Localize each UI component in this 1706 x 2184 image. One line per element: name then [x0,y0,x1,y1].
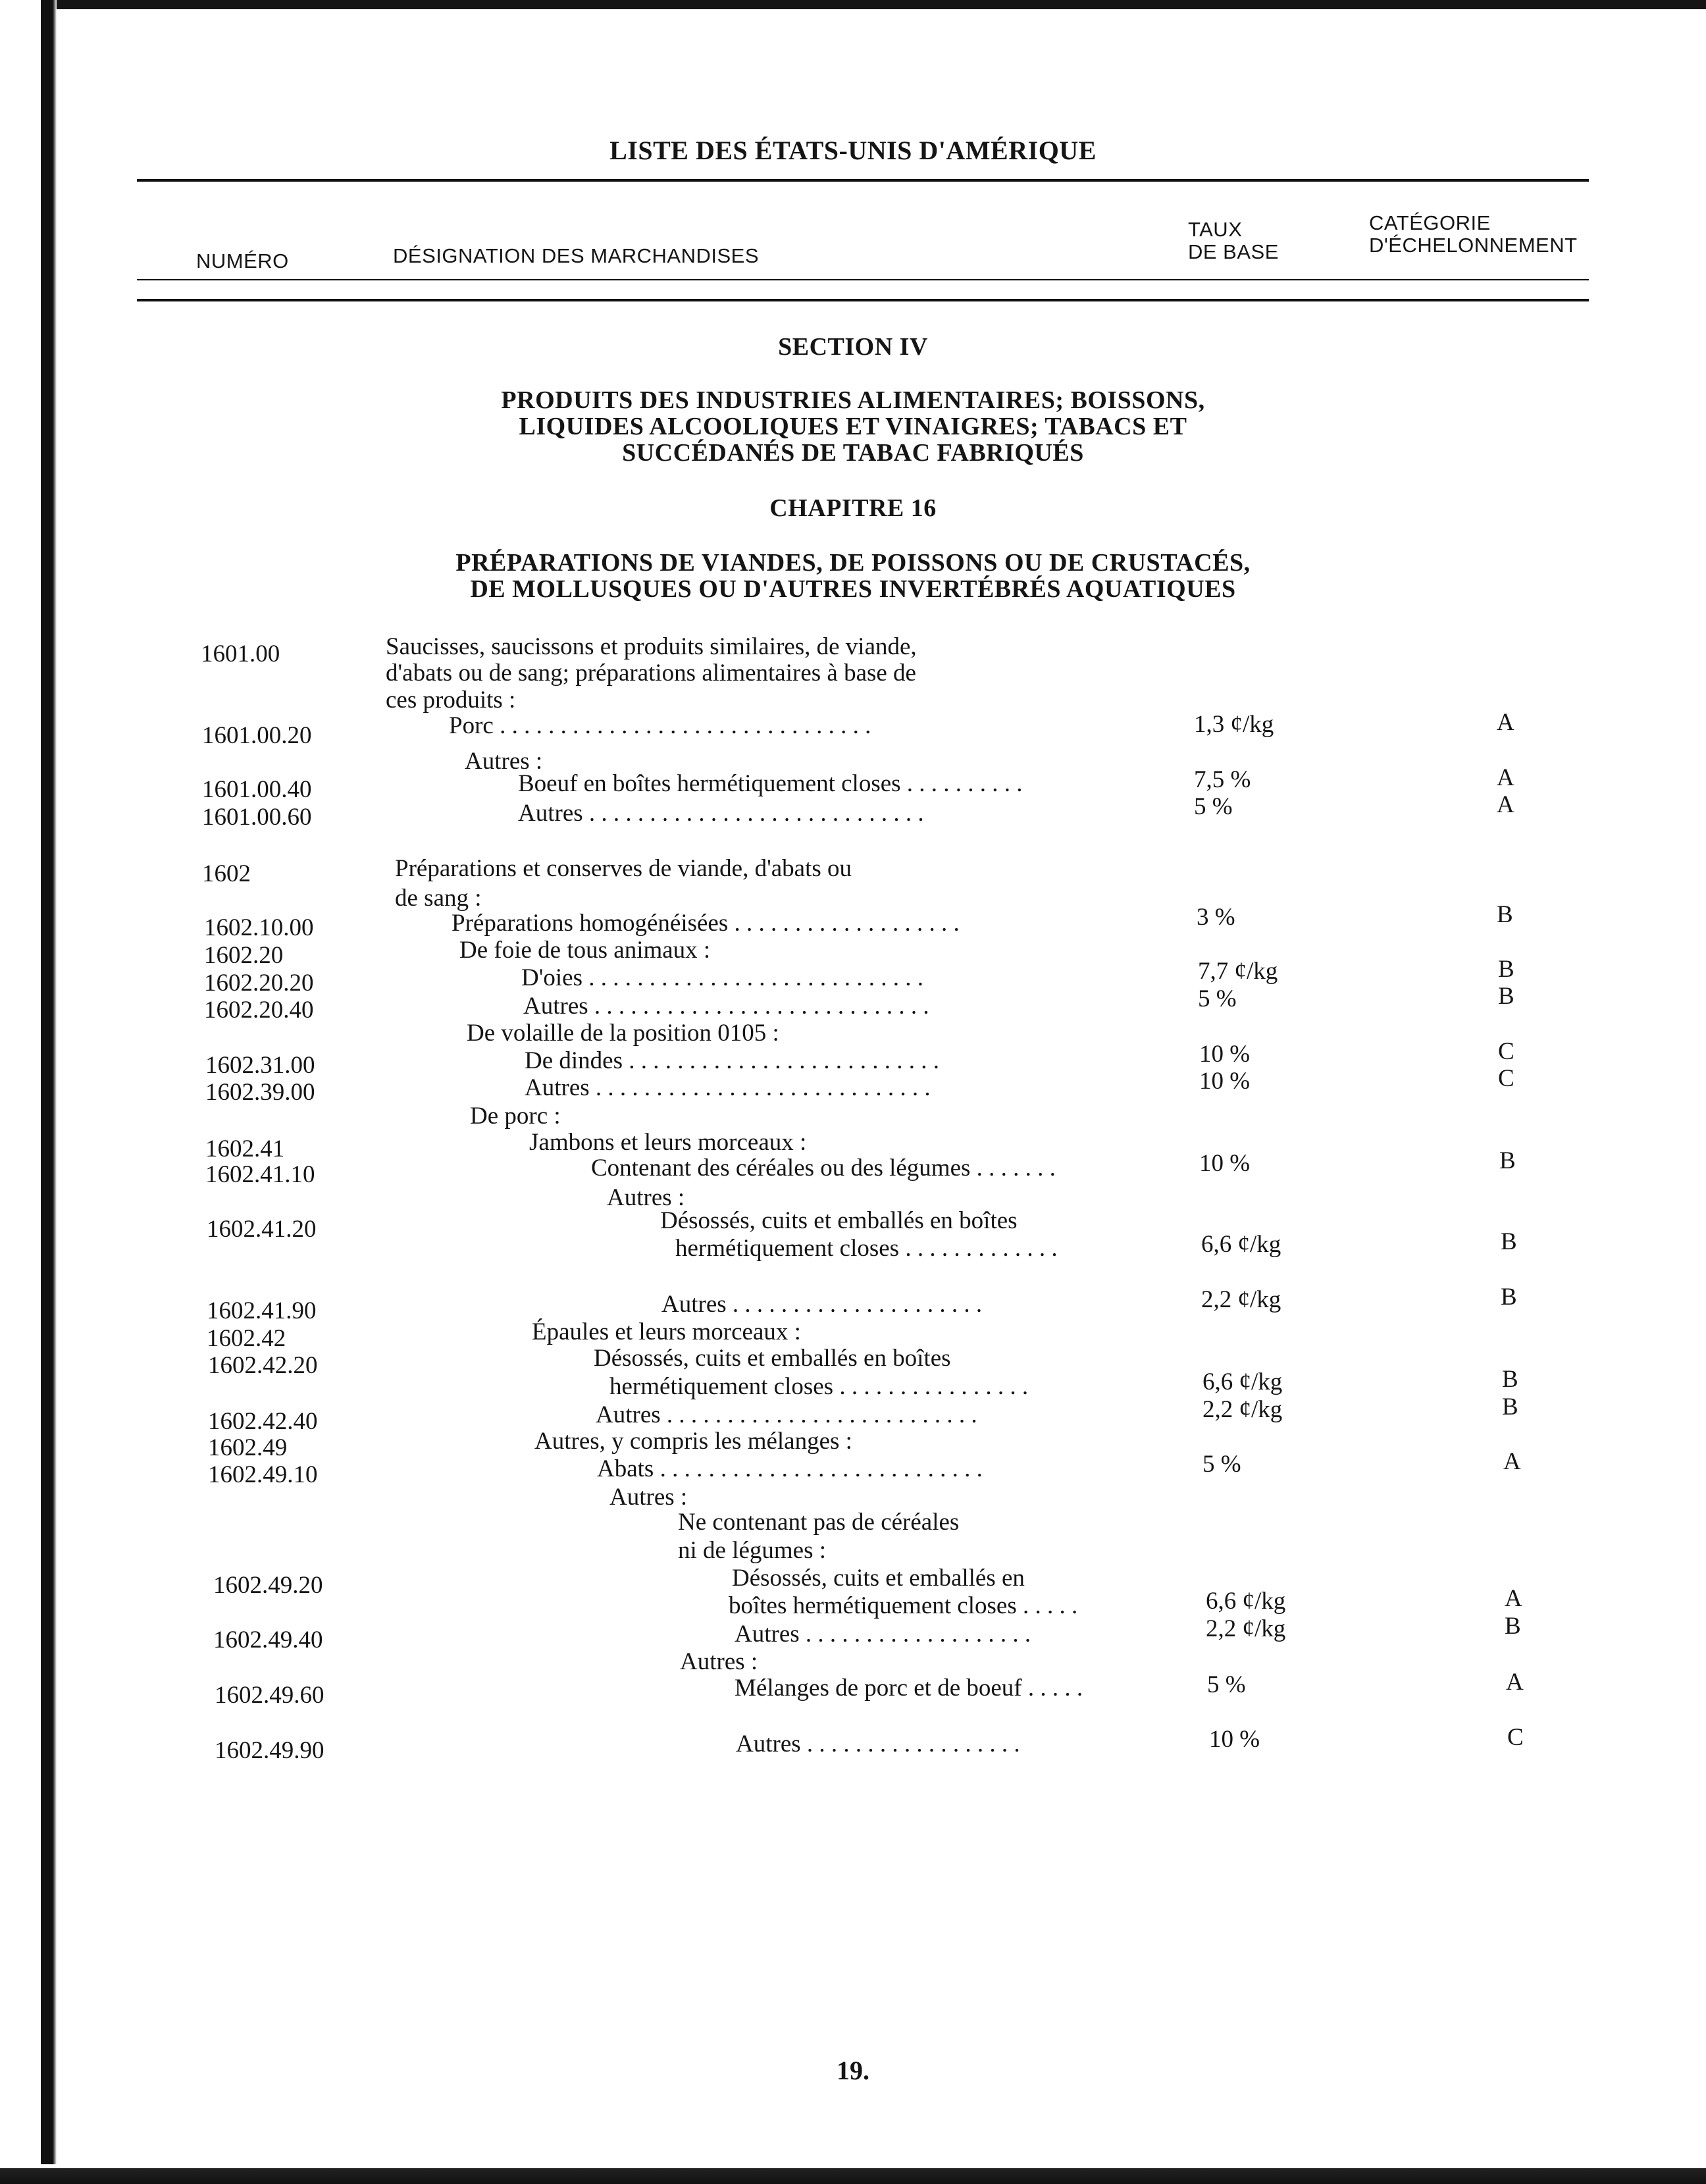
designation-line: Autres : [680,1648,758,1675]
designation-line: Autres . . . . . . . . . . . . . . . . . . . . . . . . . . . . [518,800,924,827]
column-header-categorie [1369,212,1578,257]
designation-line: ni de légumes : [678,1537,827,1564]
staging-category: B [1498,956,1514,983]
designation-line: De foie de tous animaux : [459,937,711,964]
tariff-number: 1602.39.00 [205,1079,315,1106]
scan-border-top [0,0,1706,9]
staging-category: B [1505,1613,1521,1640]
section-title-line: LIQUIDES ALCOOLIQUES ET VINAIGRES; TABACS ET [519,413,1187,440]
designation-line: hermétiquement closes . . . . . . . . . . . . . [675,1235,1058,1262]
designation-line: Ne contenant pas de céréales [678,1509,960,1536]
staging-category: A [1497,791,1514,818]
page-number: 19. [837,2056,869,2085]
designation-line: Autres : [607,1184,685,1211]
tariff-number: 1602.42.20 [208,1352,318,1379]
tariff-number: 1602.49.20 [213,1572,323,1599]
designation-line: De dindes . . . . . . . . . . . . . . . . . . . . . . . . . . [525,1047,939,1074]
base-rate: 2,2 ¢/kg [1202,1396,1283,1423]
base-rate: 6,6 ¢/kg [1206,1588,1286,1615]
base-rate: 6,6 ¢/kg [1201,1231,1281,1258]
staging-category: A [1497,764,1514,791]
designation-line: Saucisses, saucissons et produits similaires, de viande, [386,633,917,660]
tariff-number: 1602.41.10 [205,1161,315,1188]
tariff-number: 1601.00.60 [202,804,312,831]
tariff-number: 1602.49.10 [208,1461,318,1488]
staging-category: A [1497,709,1514,736]
staging-category: A [1503,1448,1521,1475]
tariff-number: 1601.00 [201,640,280,667]
tariff-number: 1602.10.00 [204,914,314,941]
scan-border-left [0,0,57,2184]
tariff-number: 1602.41.20 [207,1216,317,1243]
staging-category: B [1501,1228,1517,1255]
staging-category: C [1498,1038,1514,1065]
tariff-number: 1602.42 [207,1325,286,1352]
column-header-taux [1188,219,1279,263]
base-rate: 5 % [1207,1671,1246,1698]
staging-category: B [1501,1284,1517,1311]
base-rate: 5 % [1198,985,1237,1012]
tariff-number: 1601.00.20 [202,722,312,749]
designation-line: De porc : [470,1103,561,1130]
header-rule-bottom [137,299,1589,301]
designation-line: Préparations et conserves de viande, d'abats ou [395,855,852,882]
section-title-line: PRODUITS DES INDUSTRIES ALIMENTAIRES; BOISSONS, [501,386,1205,414]
tariff-number: 1602.41.90 [207,1297,317,1324]
base-rate: 7,7 ¢/kg [1198,958,1278,985]
tariff-number: 1602.20.40 [204,997,314,1024]
designation-line: De volaille de la position 0105 : [467,1020,779,1047]
running-title: LISTE DES ÉTATS-UNIS D'AMÉRIQUE [609,136,1097,165]
base-rate: 10 % [1199,1068,1251,1095]
section-title [329,387,1377,466]
designation-line: Autres . . . . . . . . . . . . . . . . . . . . . [661,1291,983,1318]
designation-line: Épaules et leurs morceaux : [532,1318,801,1345]
designation-line: d'abats ou de sang; préparations alimentaires à base de [386,660,916,687]
designation-line: D'oies . . . . . . . . . . . . . . . . . . . . . . . . . . . . [521,964,923,991]
tariff-number: 1602.49.40 [213,1626,323,1653]
chapter-title-line: PRÉPARATIONS DE VIANDES, DE POISSONS OU DE CRUSTACÉS, [455,549,1251,577]
designation-line: Contenant des céréales ou des légumes . . . . . . . [591,1155,1056,1182]
base-rate: 5 % [1202,1451,1241,1478]
designation-line: Autres : [609,1484,688,1511]
staging-category: B [1497,901,1513,928]
designation-line: Jambons et leurs morceaux : [529,1129,807,1156]
base-rate: 10 % [1199,1150,1251,1177]
header-rule-top [137,179,1589,182]
designation-line: de sang : [395,885,482,912]
chapter-label: CHAPITRE 16 [769,494,937,522]
column-header-taux-line-2: DE BASE [1188,240,1279,263]
tariff-number: 1602.49.60 [215,1682,324,1709]
designation-line: Préparations homogénéisées . . . . . . . . . . . . . . . . . . . [452,910,960,937]
tariff-number: 1602.41 [205,1135,285,1162]
staging-category: B [1502,1366,1518,1393]
staging-category: B [1498,983,1514,1010]
designation-line: Autres, y compris les mélanges : [534,1428,852,1455]
designation-line: Abats . . . . . . . . . . . . . . . . . . . . . . . . . . . [597,1455,983,1482]
tariff-number: 1602.49.90 [215,1737,324,1764]
column-header-taux-line-1: TAUX [1188,218,1243,241]
base-rate: 3 % [1197,904,1235,931]
staging-category: A [1506,1669,1524,1696]
designation-line: Boeuf en boîtes hermétiquement closes . . . . . . . . . . [518,770,1023,797]
column-header-categorie-line-1: CATÉGORIE [1369,211,1491,234]
column-header-categorie-line-2: D'ÉCHELONNEMENT [1369,234,1578,257]
designation-line: Autres . . . . . . . . . . . . . . . . . . . . . . . . . . . . [523,993,929,1020]
designation-line: Autres . . . . . . . . . . . . . . . . . . . [735,1621,1031,1648]
base-rate: 10 % [1199,1041,1251,1068]
designation-line: Désossés, cuits et emballés en boîtes [594,1345,951,1372]
base-rate: 5 % [1194,793,1233,820]
designation-line: Autres . . . . . . . . . . . . . . . . . . . . . . . . . . [596,1401,977,1428]
header-rule-middle [137,279,1589,280]
staging-category: A [1505,1585,1522,1612]
designation-line: Mélanges de porc et de boeuf . . . . . [735,1675,1083,1702]
tariff-number: 1602.31.00 [205,1052,315,1079]
staging-category: B [1502,1393,1518,1420]
designation-line: Autres . . . . . . . . . . . . . . . . . . [736,1730,1020,1757]
designation-line: ces produits : [386,687,516,714]
tariff-number: 1602.20.20 [204,970,314,997]
base-rate: 2,2 ¢/kg [1201,1286,1281,1313]
designation-line: Désossés, cuits et emballés en boîtes [660,1207,1018,1234]
designation-line: Porc . . . . . . . . . . . . . . . . . . . . . . . . . . . . . . . [449,712,871,739]
chapter-title-line: DE MOLLUSQUES OU D'AUTRES INVERTÉBRÉS AQUATIQUES [470,575,1236,603]
tariff-number: 1601.00.40 [202,776,312,803]
chapter-title [329,550,1377,602]
tariff-number: 1602.20 [204,942,284,969]
scan-border-bottom [0,2164,1706,2184]
base-rate: 6,6 ¢/kg [1202,1368,1283,1395]
column-header-designation: DÉSIGNATION DES MARCHANDISES [393,244,760,267]
designation-line: Autres : [465,748,543,775]
tariff-number: 1602.49 [208,1434,288,1461]
staging-category: B [1499,1147,1516,1174]
designation-line: Désossés, cuits et emballés en [732,1565,1025,1592]
staging-category: C [1507,1724,1524,1751]
base-rate: 10 % [1209,1726,1260,1753]
section-label: SECTION IV [778,333,928,361]
designation-line: boîtes hermétiquement closes . . . . . [729,1592,1078,1619]
section-title-line: SUCCÉDANÉS DE TABAC FABRIQUÉS [622,439,1084,467]
column-header-numero: NUMÉRO [196,249,289,273]
base-rate: 2,2 ¢/kg [1206,1615,1286,1642]
base-rate: 7,5 % [1194,766,1251,793]
staging-category: C [1498,1065,1514,1092]
tariff-number: 1602 [202,860,251,887]
designation-line: Autres . . . . . . . . . . . . . . . . . . . . . . . . . . . . [525,1074,931,1101]
tariff-number: 1602.42.40 [208,1408,318,1435]
base-rate: 1,3 ¢/kg [1194,711,1274,738]
designation-line: hermétiquement closes . . . . . . . . . . . . . . . . [609,1373,1029,1400]
